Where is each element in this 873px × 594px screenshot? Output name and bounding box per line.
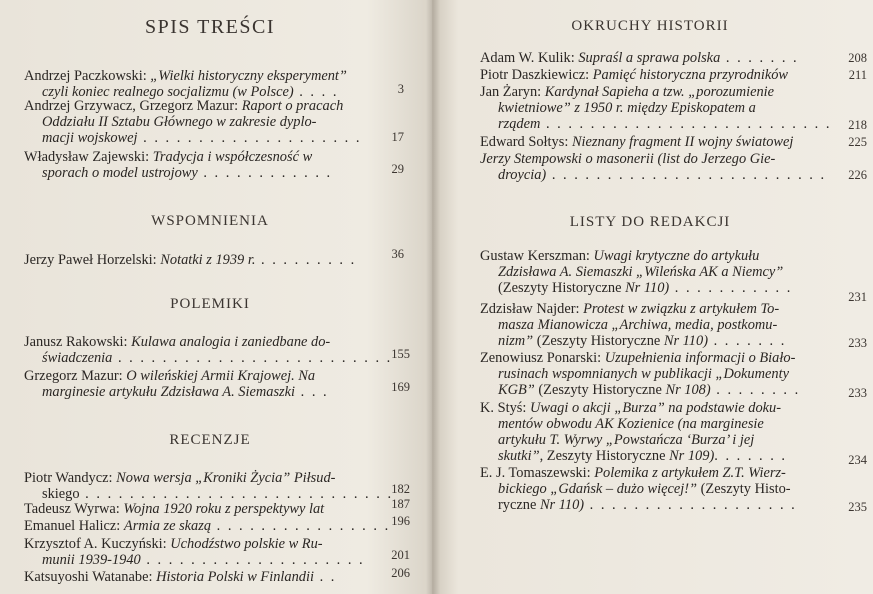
toc-entry: Edward Sołtys: Nieznany fragment II wojny światowej <box>480 134 794 150</box>
toc-entry: Krzysztof A. Kuczyński: Uchodźstwo polskie w Ru- munii 1939-1940 . . . . . . . . . . . . . . . . . . . . <box>24 536 365 568</box>
toc-entry: Piotr Wandycz: Nowa wersja „Kroniki Życia” Piłsud- skiego . . . . . . . . . . . . . . . . . . . . . . . . . . . . <box>24 470 394 502</box>
page-number: 226 <box>848 168 867 182</box>
toc-entry: Katsuyoshi Watanabe: Historia Polski w Finlandii . . <box>24 569 337 585</box>
toc-entry: Emanuel Halicz: Armia ze skazą . . . . . . . . . . . . . . . . <box>24 518 391 534</box>
toc-entry: Zdzisław Najder: Protest w związku z artykułem To- masza Mianowicza „Archiwa, media, postkomu- nizm” (Zeszyty Historyczne Nr 110) . . . . . . . <box>480 301 787 349</box>
toc-entry: Jerzy Stempowski o masonerii (list do Jerzego Gie- droycia) . . . . . . . . . . . . . . . . . . . . . . . . . <box>480 151 827 183</box>
page-number: 206 <box>391 566 410 580</box>
page-number: 155 <box>391 347 410 361</box>
section-heading-recenzje: RECENZJE <box>169 432 251 448</box>
page-number: 233 <box>848 336 867 350</box>
page-number: 187 <box>391 497 410 511</box>
toc-entry: Andrzej Grzywacz, Grzegorz Mazur: Raport o pracach Oddziału II Sztabu Głównego w zakresie dyplo- macji wojskowej . . . . . . . . . . . . . . . . . . . . <box>24 98 362 146</box>
page-number: 3 <box>397 82 404 96</box>
toc-entry: Adam W. Kulik: Supraśl a sprawa polska . . . . . . . <box>480 50 799 66</box>
section-heading-wspomnienia: WSPOMNIENIA <box>151 213 269 229</box>
book-gutter <box>426 0 440 594</box>
page-number: 36 <box>391 247 404 261</box>
page-title: SPIS TREŚCI <box>144 16 276 38</box>
toc-entry: K. Styś: Uwagi o akcji „Burza” na podstawie doku- mentów obwodu AK Kozienice (na marginesie artykułu T. Wyrwy „Powstańcza ‘Burza’ i jej skutki”, Zeszyty Historyczne Nr 109). . . . . . . <box>480 400 788 464</box>
toc-entry: Władysław Zajewski: Tradycja i współczesność w sporach o model ustrojowy . . . . . . . . . . . . <box>24 149 333 181</box>
page-number: 201 <box>391 548 410 562</box>
page-number: 218 <box>848 118 867 132</box>
page-number: 17 <box>391 130 404 144</box>
page-number: 196 <box>391 514 410 528</box>
page-number: 234 <box>848 453 867 467</box>
toc-entry: Piotr Daszkiewicz: Pamięć historyczna przyrodników <box>480 67 789 83</box>
toc-entry: Grzegorz Mazur: O wileńskiej Armii Krajowej. Na marginesie artykułu Zdzisława A. Siemaszki . . . <box>24 368 329 400</box>
page-number: 208 <box>848 51 867 65</box>
toc-entry: E. J. Tomaszewski: Polemika z artykułem Z.T. Wierz- bickiego „Gdańsk – dużo więcej!” (Zeszyty Histo- ryczne Nr 110) . . . . . . . . . . . . . . . . . . . <box>480 465 797 513</box>
toc-entry: Jan Żaryn: Kardynał Sapieha a tzw. „porozumienie kwietniowe” z 1950 r. między Episkopatem a rządem . . . . . . . . . . . . . . . . . . . . . . . . . . <box>480 84 832 132</box>
toc-entry: Andrzej Paczkowski: „Wielki historyczny eksperyment” czyli koniec realnego socjalizmu (w Polsce) . . . . <box>24 68 347 100</box>
page-number: 235 <box>848 500 867 514</box>
page-number: 225 <box>848 135 867 149</box>
page-number: 231 <box>848 290 867 304</box>
section-heading-listy-do-redakcji: LISTY DO REDAKCJI <box>569 214 731 230</box>
page-number: 211 <box>848 68 867 82</box>
toc-entry: Zenowiusz Ponarski: Uzupełnienia informacji o Biało- rusinach wspomnianych w publikacji „Dokumenty KGB” (Zeszyty Historyczne Nr 108) . . . . . . . . <box>480 350 801 398</box>
section-heading-polemiki: POLEMIKI <box>170 296 250 312</box>
toc-entry: Janusz Rakowski: Kulawa analogia i zaniedbane do- świadczenia . . . . . . . . . . . . . . . . . . . . . . . . . <box>24 334 393 366</box>
page-number: 29 <box>391 162 404 176</box>
toc-entry: Tadeusz Wyrwa: Wojna 1920 roku z perspektywy lat <box>24 501 325 517</box>
toc-entry: Jerzy Paweł Horzelski: Notatki z 1939 r. . . . . . . . . . <box>24 252 357 268</box>
toc-entry: Gustaw Kerszman: Uwagi krytyczne do artykułu Zdzisława A. Siemaszki „Wileńska AK a Niemcy” (Zeszyty Historyczne Nr 110) . . . . . . . . . . . <box>480 248 793 296</box>
page-number: 233 <box>848 386 867 400</box>
section-heading-okruchy-historii: OKRUCHY HISTORII <box>571 18 729 34</box>
page-number: 182 <box>391 482 410 496</box>
page-number: 169 <box>391 380 410 394</box>
